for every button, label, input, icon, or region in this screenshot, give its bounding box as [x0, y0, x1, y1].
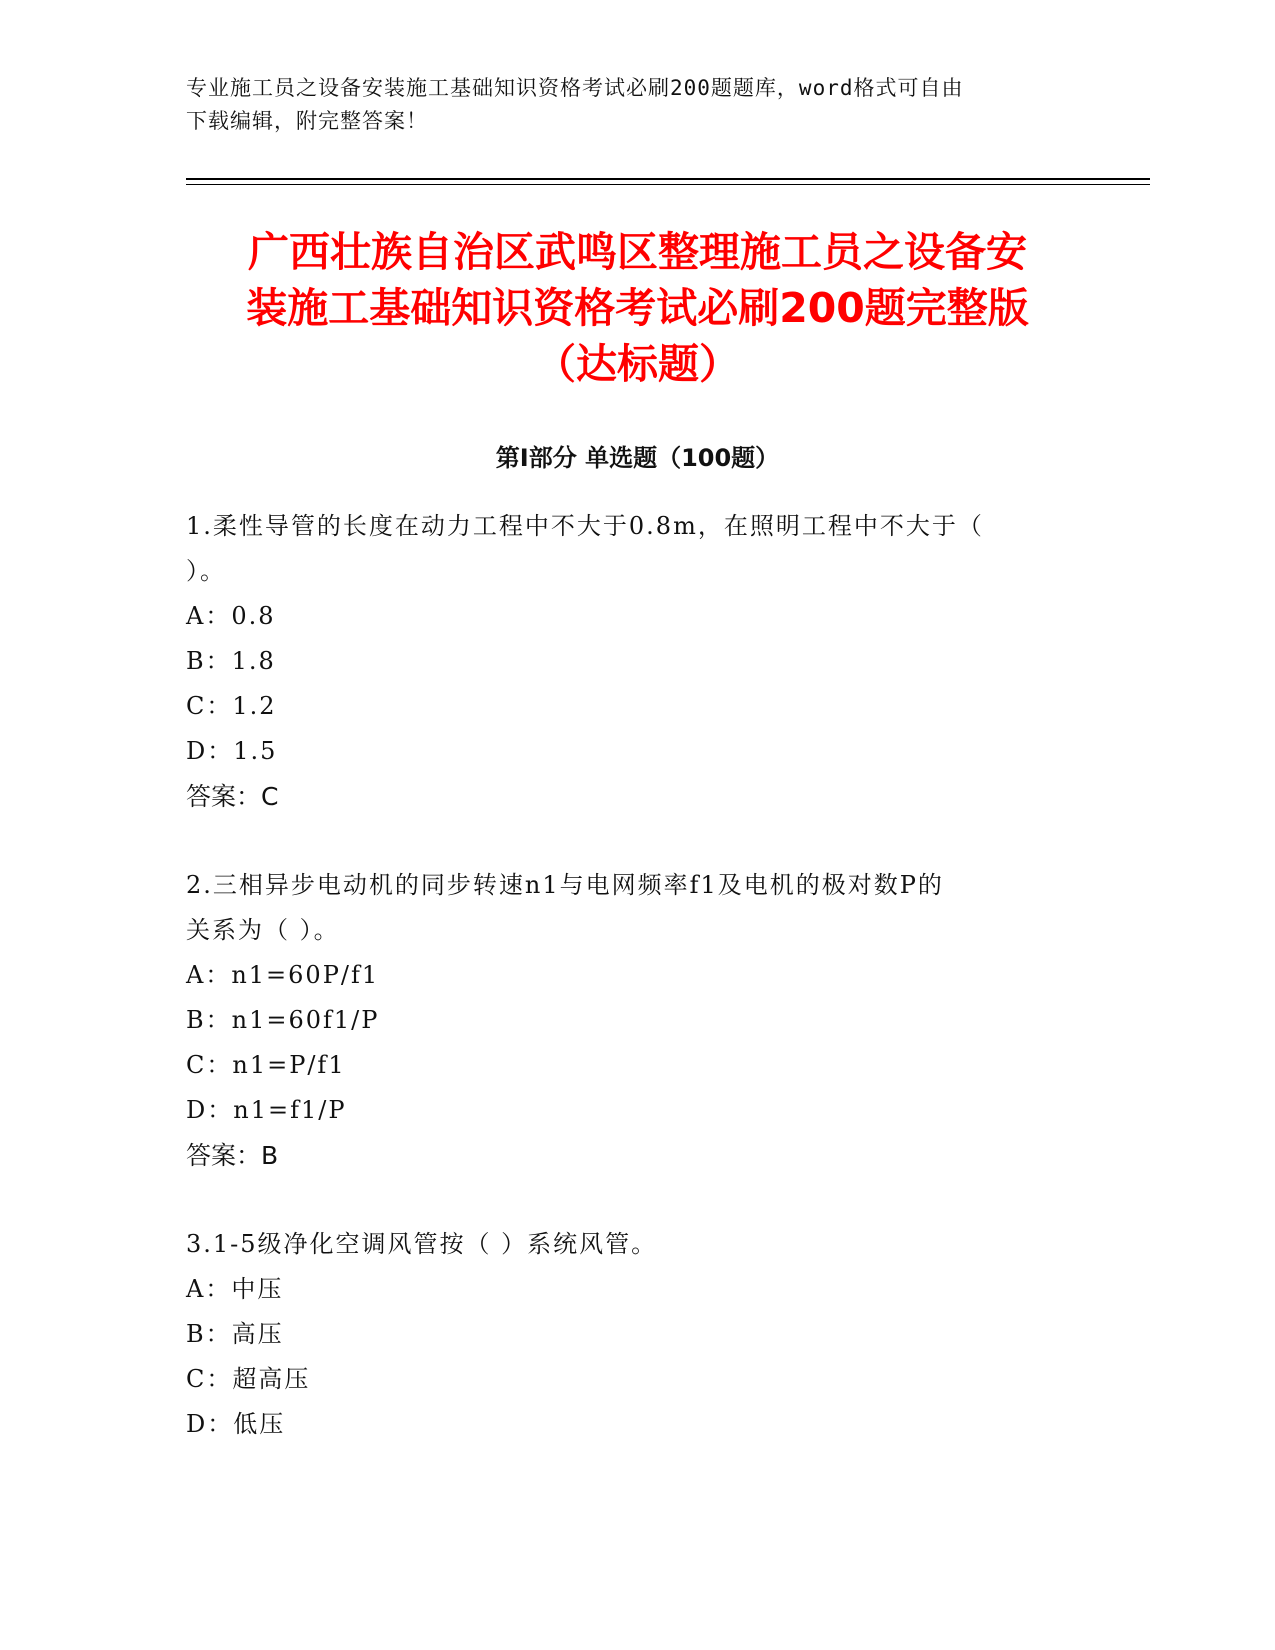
option-d: D：1.5 — [186, 737, 278, 765]
question-stem-continued: ）。 — [186, 557, 226, 585]
option-b: B：n1=60f1/P — [186, 1006, 380, 1034]
answer: 答案：B — [186, 1141, 279, 1170]
section-heading: 第Ⅰ部分 单选题（100题） — [495, 444, 780, 472]
option-b: B：1.8 — [186, 647, 276, 675]
question-stem-continued: 关系为（ ）。 — [186, 916, 340, 944]
title-line-1: 广西壮族自治区武鸣区整理施工员之设备安 — [248, 228, 1027, 276]
option-a: A：0.8 — [186, 602, 276, 630]
document-title — [150, 224, 1125, 392]
title-line-2: 装施工基础知识资格考试必刷200题完整版 — [246, 284, 1029, 332]
answer: 答案：C — [186, 782, 279, 811]
header-divider-thick — [186, 178, 1150, 180]
header-divider-thin — [186, 184, 1150, 185]
header-note — [186, 72, 1086, 138]
option-b: B：高压 — [186, 1320, 284, 1348]
question-3 — [186, 1222, 1086, 1447]
option-a: A：n1=60P/f1 — [186, 961, 380, 989]
option-d: D：低压 — [186, 1410, 286, 1438]
question-stem: 1.柔性导管的长度在动力工程中不大于0.8m，在照明工程中不大于（ — [186, 512, 984, 540]
question-stem: 2.三相异步电动机的同步转速n1与电网频率f1及电机的极对数P的 — [186, 871, 944, 899]
option-d: D：n1=f1/P — [186, 1096, 347, 1124]
title-line-3: （达标题） — [535, 340, 740, 388]
question-1 — [186, 504, 1086, 819]
header-note-line-1: 专业施工员之设备安装施工基础知识资格考试必刷200题题库，word格式可自由 — [186, 76, 964, 100]
header-note-line-2: 下载编辑，附完整答案！ — [186, 109, 428, 133]
option-c: C：1.2 — [186, 692, 277, 720]
question-stem: 3.1-5级净化空调风管按（ ）系统风管。 — [186, 1230, 658, 1258]
option-c: C：超高压 — [186, 1365, 311, 1393]
option-a: A：中压 — [186, 1275, 284, 1303]
option-c: C：n1=P/f1 — [186, 1051, 346, 1079]
question-2 — [186, 863, 1086, 1178]
